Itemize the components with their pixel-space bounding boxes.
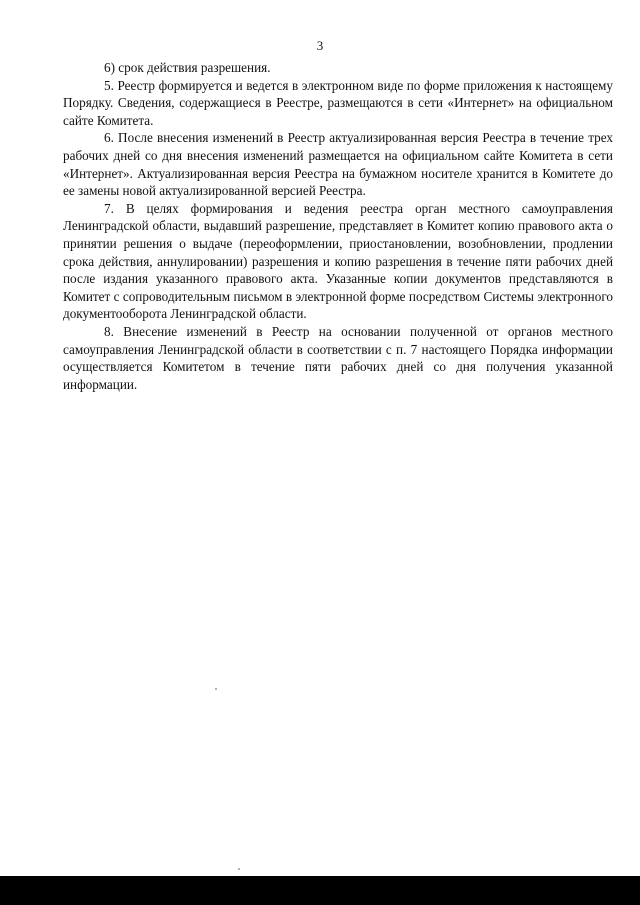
scan-speck [238, 868, 240, 870]
paragraph-item-6: 6) срок действия разрешения. [104, 60, 271, 75]
paragraph-8: 8. Внесение изменений в Реестр на основании полученной от органов местного самоуправления Ленинградской области в соответствии с п. 7 настоящего Порядка информации осуществляется Комитетом в течение пяти рабочих дней со дня получения указанной информации. [63, 323, 613, 392]
paragraph-7: 7. В целях формирования и ведения реестра орган местного самоуправления Ленинградской области, выдавший разрешение, представляет в Комитет копию правового акта о принятии решения о выдаче (переоформлении, приостановлении, возобновлении, продлении срока действия, аннулировании) разрешения и копию разрешения в течение пяти рабочих дней после издания указанного правового акта. Указанные копии документов представляются в Комитет с сопроводительным письмом в электронной форме посредством Системы электронного документооборота Ленинградской области. [63, 200, 613, 322]
scan-bottom-edge [0, 876, 640, 905]
scan-speck [215, 688, 217, 690]
document-body [63, 59, 613, 393]
paragraph-6: 6. После внесения изменений в Реестр актуализированная версия Реестра в течение трех рабочих дней со дня внесения изменений размещается на официальном сайте Комитета в сети «Интернет». Актуализированная версия Реестра на бумажном носителе хранится в Комитете до ее замены новой актуализированной версией Реестра. [63, 130, 613, 199]
page-number: 3 [316, 38, 324, 53]
paragraph-5: 5. Реестр формируется и ведется в электронном виде по форме приложения к настоящему Порядку. Сведения, содержащиеся в Реестре, размещаются в сети «Интернет» на официальном сайте Комитета. [63, 77, 613, 128]
